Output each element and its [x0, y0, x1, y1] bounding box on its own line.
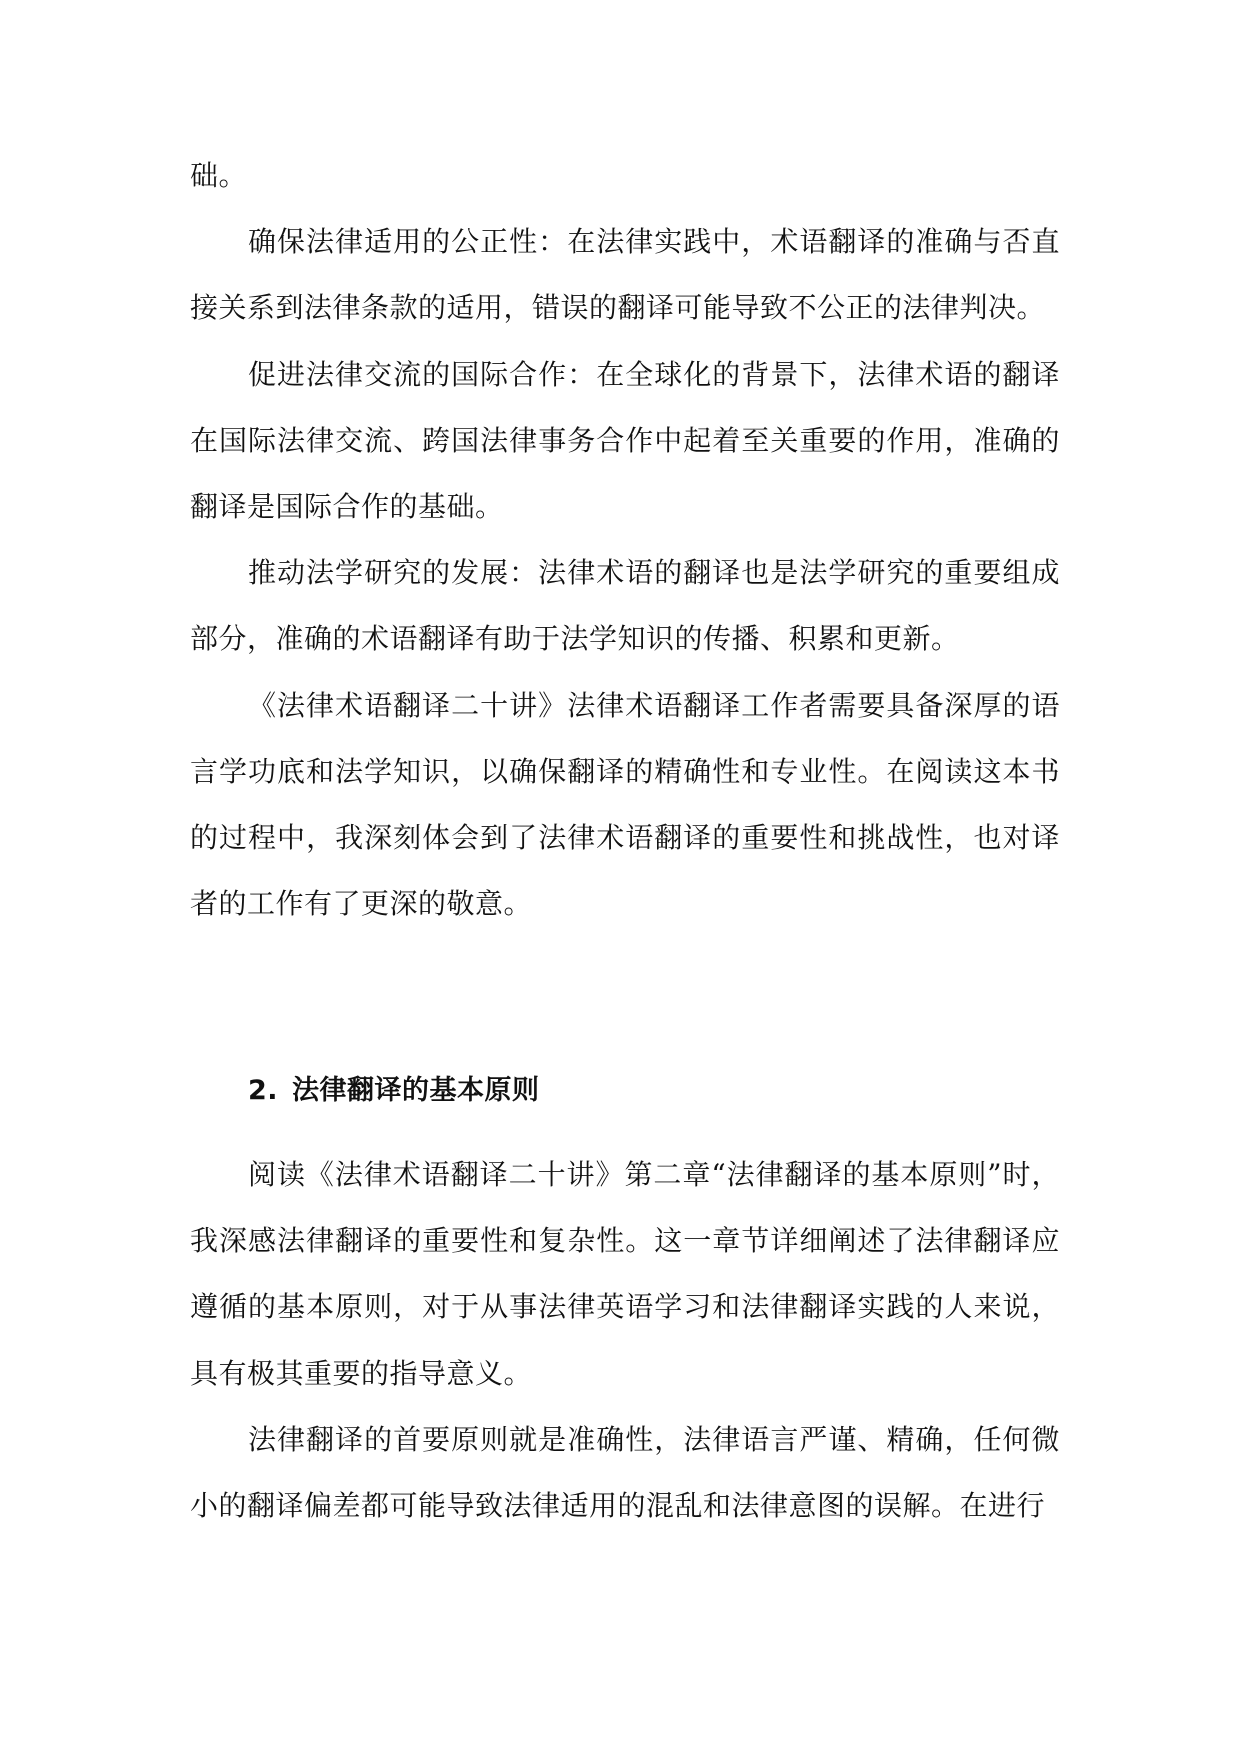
paragraph-chapter-two-intro: 阅读《法律术语翻译二十讲》第二章“法律翻译的基本原则”时，我深感法律翻译的重要性和复杂性。这一章节详细阐述了法律翻译应遵循的基本原则，对于从事法律英语学习和法律翻译实践的人来说，具有极其重要的指导意义。 — [190, 1158, 1060, 1390]
section-heading — [248, 1071, 540, 1111]
paragraph-accuracy-principle: 法律翻译的首要原则就是准确性，法律语言严谨、精确，任何微小的翻译偏差都可能导致法律适用的混乱和法律意图的误解。在进行 — [190, 1422, 1060, 1523]
paragraph-book-reflection: 《法律术语翻译二十讲》法律术语翻译工作者需要具备深厚的语言学功底和法学知识，以确保翻译的精确性和专业性。在阅读这本书的过程中，我深刻体会到了法律术语翻译的重要性和挑战性，也对译者的工作有了更深的敬意。 — [190, 688, 1060, 921]
paragraph-legal-research: 推动法学研究的发展：法律术语的翻译也是法学研究的重要组成部分，准确的术语翻译有助于法学知识的传播、积累和更新。 — [190, 556, 1060, 656]
body-text-upper — [190, 143, 1060, 937]
section-title: 法律翻译的基本原则 — [292, 1075, 540, 1106]
section-number: 2. — [248, 1075, 279, 1106]
paragraph-international-cooperation: 促进法律交流的国际合作：在全球化的背景下，法律术语的翻译在国际法律交流、跨国法律事务合作中起着至关重要的作用，准确的翻译是国际合作的基础。 — [190, 357, 1060, 524]
paragraph-legal-fairness: 确保法律适用的公正性：在法律实践中，术语翻译的准确与否直接关系到法律条款的适用，错误的翻译可能导致不公正的法律判决。 — [190, 225, 1060, 325]
body-text-lower — [190, 1142, 1060, 1539]
paragraph-continuation: 础。 — [190, 159, 248, 192]
